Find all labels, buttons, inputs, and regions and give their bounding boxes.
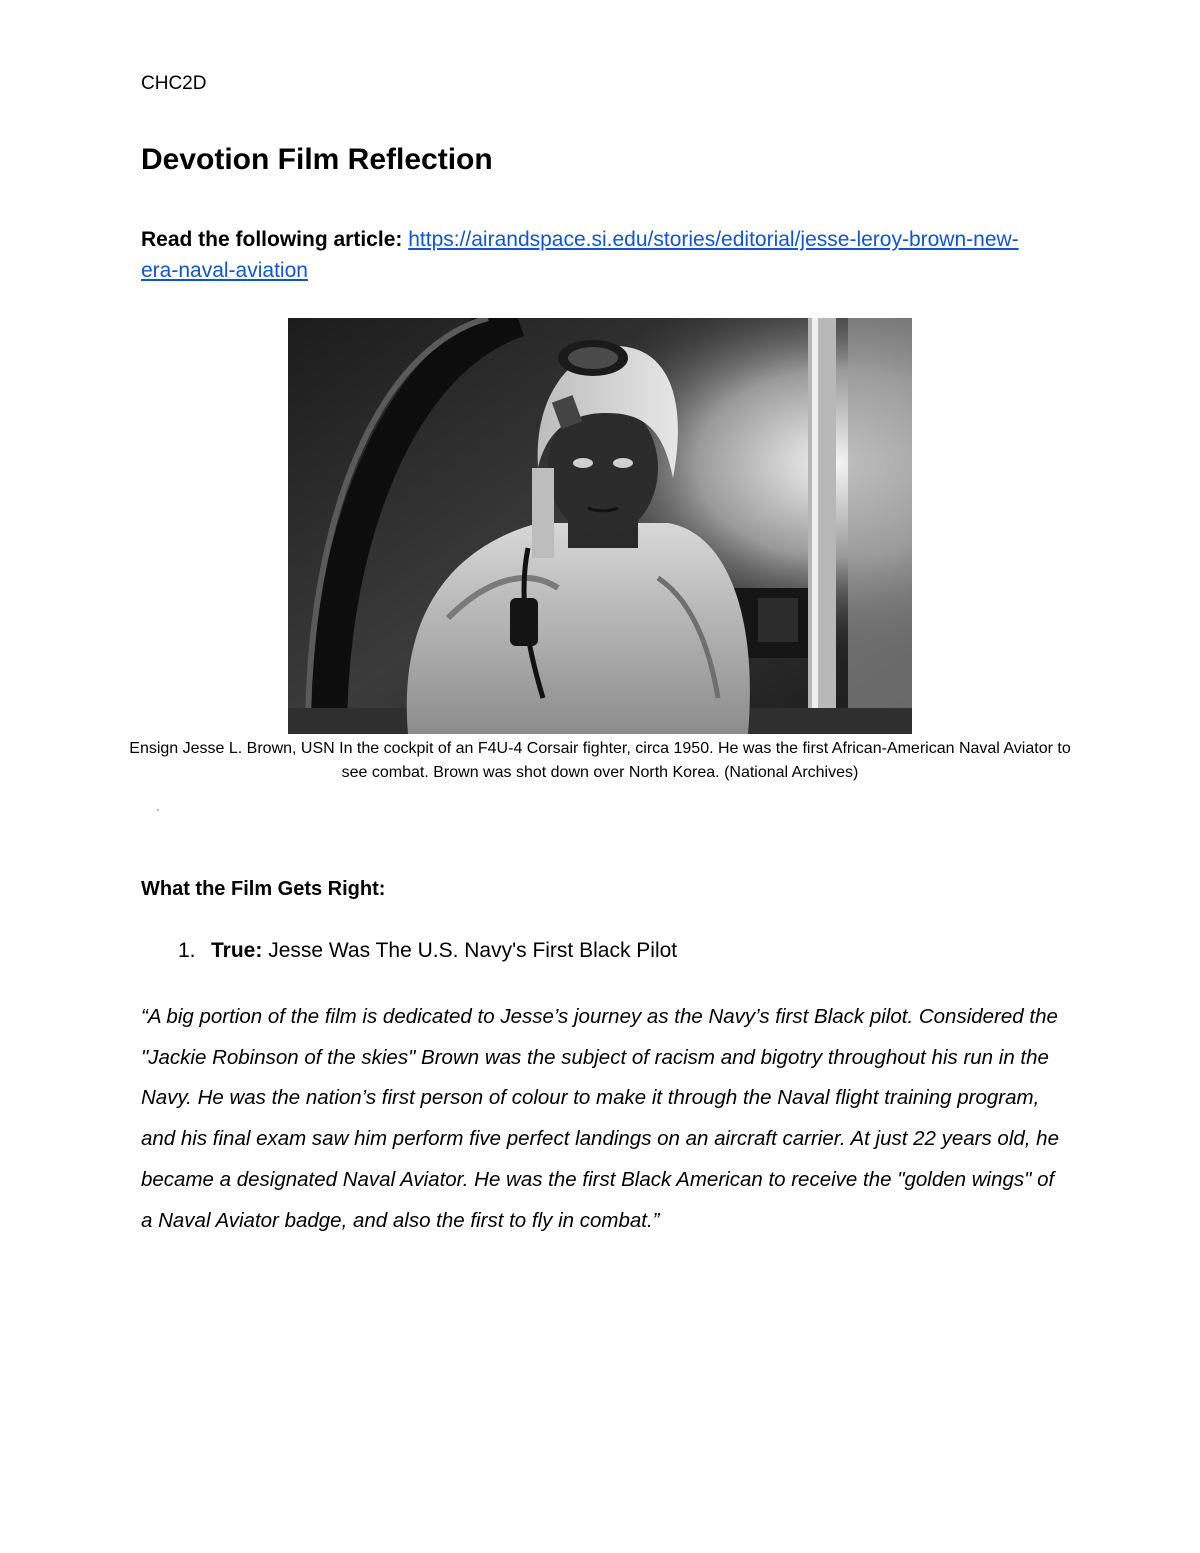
list-item bbox=[178, 937, 677, 965]
article-label: Read the following article: bbox=[141, 228, 403, 251]
quote-paragraph: “A big portion of the film is dedicated to Jesse’s journey as the Navy’s first Black pilot. Considered the "Jackie Robinson of the skies" Brown was the subject of racism and bigotry throughout his run in the Navy. He was the nation’s first person of colour to make it through the Naval flight training program, and his final exam saw him perform five perfect landings on an aircraft carrier. At just 22 years old, he became a designated Naval Aviator. He was the first Black American to receive the "golden wings" of a Naval Aviator badge, and also the first to fly in combat.” bbox=[141, 1005, 1059, 1232]
photo-caption: Ensign Jesse L. Brown, USN In the cockpit of an F4U-4 Corsair fighter, circa 1950. He was the first African-American Naval Aviator to see combat. Brown was shot down over North Korea. (National Archives) bbox=[129, 740, 1071, 781]
article-link[interactable]: https://airandspace.si.edu/stories/editorial/jesse-leroy-brown-new-era-naval-aviation bbox=[141, 228, 1019, 282]
course-code: CHC2D bbox=[141, 73, 207, 94]
page-title: Devotion Film Reflection bbox=[141, 143, 493, 176]
numbered-list bbox=[178, 937, 677, 965]
section-heading: What the Film Gets Right: bbox=[141, 878, 386, 900]
cockpit-photo bbox=[288, 318, 912, 734]
list-item-number: 1. bbox=[178, 939, 196, 962]
stray-mark: ' bbox=[157, 808, 159, 819]
list-item-text: Jesse Was The U.S. Navy's First Black Pilot bbox=[268, 939, 678, 962]
list-item-label: True: bbox=[211, 939, 263, 962]
article-reference bbox=[141, 224, 1041, 286]
